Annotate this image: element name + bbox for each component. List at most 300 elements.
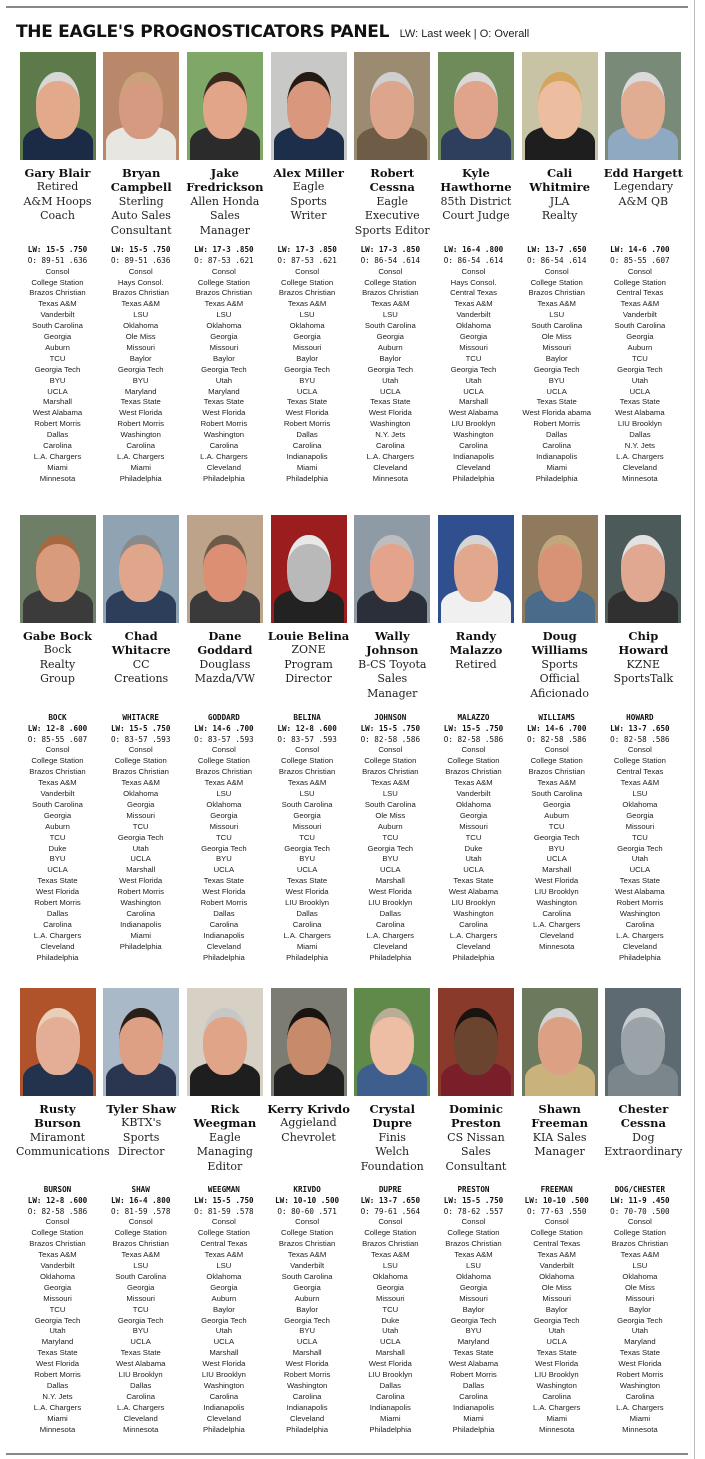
pick-item: Robert Morris [34,1370,81,1380]
pick-item: LSU [382,789,398,799]
last-week-record: LW: 14-6 .700 [526,723,587,733]
pick-item: TCU [132,821,149,831]
pick-item: Robert Morris [34,898,81,908]
pick-item: Dallas [46,430,69,440]
pick-item: Utah [382,375,399,385]
photo-face [287,72,331,139]
pick-item: College Station [613,756,666,766]
panelist-card [434,988,517,1174]
pick-item: Auburn [211,1293,237,1303]
pick-item: UCLA [296,865,318,875]
pick-item: LIU Brooklyn [451,898,496,908]
pick-item: Missouri [459,1293,488,1303]
panelist-card [518,988,601,1174]
overall-record: O: 82-58 .586 [27,1206,88,1216]
pick-item: Missouri [126,342,155,352]
pick-item: Baylor [628,1304,651,1314]
pick-item: Texas State [203,876,244,886]
pick-item: Texas State [287,876,328,886]
pick-item: Texas State [619,397,660,407]
panelist-photo [438,988,514,1096]
pick-item: Carolina [292,919,322,929]
pick-item: Ole Miss [541,332,572,342]
pick-item: College Station [613,1228,666,1238]
pick-item: TCU [631,832,648,842]
last-week-record: LW: 15-5 .750 [27,245,88,254]
pick-item: LSU [133,1261,149,1271]
panelist-picks [266,1185,349,1436]
panelist-picks [16,1185,99,1436]
photo-face [203,535,247,602]
pick-item: Georgia [459,332,488,342]
panelist-affiliation: Executive [364,209,420,223]
pick-item: Marshall [375,876,405,886]
pick-item: Consol [461,745,486,755]
pick-item: Hays Consol. [450,277,497,287]
panelist-affiliation: Director [117,1145,165,1159]
pick-item: Carolina [459,441,488,451]
pick-item: College Station [447,1228,500,1238]
pick-item: Consol [45,745,70,755]
pick-item: Georgia [543,799,571,809]
pick-item: Miami [546,1413,567,1423]
pick-item: Cleveland [123,1413,158,1423]
pick-item: Miami [463,1413,484,1423]
pick-item: N.Y. Jets [375,430,406,440]
pick-item: Washington [619,908,661,918]
photo-face [454,535,498,602]
pick-item: Consol [544,266,569,276]
panelist-code: SHAW [131,1185,150,1194]
pick-item: LSU [632,1261,648,1271]
photo-face [538,1008,582,1075]
pick-item: Utah [215,375,233,385]
pick-item: Texas A&M [454,778,493,788]
pick-item: Auburn [627,342,653,352]
pick-item: Texas A&M [204,1250,244,1260]
panelist-affiliation: Eagle [292,180,325,194]
panelist-affiliation: Dog [632,1130,655,1144]
pick-item: Missouri [375,1293,405,1303]
panelist-card [518,52,601,238]
pick-item: College Station [447,756,500,766]
overall-record: O: 85-55 .607 [27,734,88,744]
overall-record: O: 86-54 .614 [443,255,504,265]
panelist-name: Jake Fredrickson [186,166,264,195]
pick-item: Indianapolis [203,930,245,940]
top-rule [6,6,688,8]
panelist-affiliation: Aficionado [530,686,589,700]
pick-item: Brazos Christian [528,767,585,777]
pick-item: Texas State [453,1348,494,1358]
pick-item: Maryland [124,386,157,396]
pick-item: Miami [296,462,318,472]
pick-item: UCLA [546,386,567,396]
pick-item: Indianapolis [452,452,495,461]
pick-item: Brazos Christian [528,288,585,298]
pick-item: BYU [299,1326,315,1336]
pick-item: Missouri [542,1293,571,1303]
panelist-name: Rick Weegman [193,1102,257,1131]
panelist-code: BELINA [293,713,321,722]
pick-item: South Carolina [531,321,583,331]
pick-item: West Alabama [615,408,665,418]
pick-item: Hays Consol. [117,277,164,287]
panelist-affiliation: Eagle [376,194,409,208]
pick-item: Texas A&M [620,1250,660,1260]
pick-item: Texas A&M [204,778,244,788]
pick-item: Oklahoma [206,1271,242,1281]
pick-item: Minnesota [622,1424,658,1434]
photo-face [36,535,80,602]
pick-item: Cleveland [373,941,408,951]
pick-item: Texas A&M [287,299,327,309]
pick-item: Baylor [462,1304,485,1314]
pick-item: Georgia Tech [617,1315,663,1325]
pick-item: Consol [45,1217,70,1227]
pick-item: College Station [31,756,84,766]
panelist-picks [515,245,598,485]
panelist-card [183,988,266,1174]
panelist-name: Alex Miller [273,166,344,180]
pick-item: Texas A&M [121,778,160,788]
pick-item: Duke [381,1315,400,1325]
last-week-record: LW: 14-6 .700 [194,723,254,733]
pick-item: BYU [299,375,315,385]
header [16,22,529,44]
panelist-picks [16,245,99,485]
pick-item: Consol [378,745,403,755]
pick-item: College Station [530,277,583,287]
panelist-photo [271,988,347,1096]
panelist-name: Kyle Hawthorne [440,166,512,195]
panelist-code: MALAZZO [457,713,490,722]
pick-item: Ole Miss [541,1282,572,1292]
last-week-record: LW: 15-5 .750 [110,245,171,254]
pick-item: College Station [197,1228,250,1238]
pick-item: South Carolina [531,789,583,799]
panelist-affiliation: Realty [39,657,76,671]
pick-item: Oklahoma [289,321,325,331]
overall-record: O: 82-58 .586 [360,734,421,744]
pick-item: Georgia [626,810,654,820]
pick-item: Brazos Christian [112,1239,169,1249]
pick-item: Texas State [37,1348,78,1358]
pick-item: West Florida [618,1359,662,1369]
panelist-code: GODDARD [207,713,240,722]
photo-face [538,535,582,602]
pick-item: Georgia Tech [533,1315,580,1325]
pick-item: Consol [544,745,569,755]
panelist-code: DUPRE [378,1185,402,1194]
pick-item: TCU [465,353,482,363]
pick-item: Georgia Tech [117,832,164,842]
pick-item: Miami [629,1413,651,1423]
overall-record: O: 83-57 .593 [110,734,171,744]
panelist-card [100,52,183,238]
panelist-card [602,52,685,238]
pick-item: L.A. Chargers [616,930,664,940]
pick-item: L.A. Chargers [532,919,581,929]
pick-item: Robert Morris [200,419,248,429]
pick-item: L.A. Chargers [366,930,415,940]
photo-face [287,535,331,602]
pick-item: Auburn [45,342,70,352]
pick-item: UCLA [296,386,318,396]
pick-item: BYU [215,854,232,864]
pick-item: Texas A&M [371,1250,410,1260]
pick-item: Carolina [375,441,405,451]
panelist-affiliation: Retired [36,180,79,194]
pick-item: LIU Brooklyn [617,419,662,429]
panelist-picks [432,245,515,485]
last-week-record: LW: 17-3 .850 [194,245,254,254]
panelist-code: WHITACRE [122,713,159,722]
panelist-affiliation: Program [284,657,333,671]
pick-item: Indianapolis [452,1402,495,1412]
panelist-code: WEEGMAN [207,1185,240,1194]
pick-item: Washington [203,430,245,440]
pick-item: Oklahoma [206,799,242,809]
pick-item: Indianapolis [203,1402,245,1412]
panelist-affiliation: Foundation [360,1159,424,1173]
panelist-picks [349,245,432,485]
panelist-picks [266,713,349,964]
pick-item: Cleveland [622,941,657,951]
pick-item: L.A. Chargers [33,930,82,940]
pick-item: West Alabama [448,1359,499,1369]
panelist-name: Randy Malazzo [449,629,503,658]
panelist-affiliation: Writer [290,209,327,223]
pick-item: Marshall [126,865,156,875]
last-week-record: LW: 13-7 .650 [526,245,587,254]
pick-item: Dallas [213,908,235,918]
pick-item: Cleveland [456,462,491,472]
pick-item: Philadelphia [369,1424,412,1434]
pick-item: L.A. Chargers [33,1402,82,1412]
panelist-code: PRESTON [457,1185,490,1194]
pick-item: L.A. Chargers [532,1402,581,1412]
pick-item: Brazos Christian [445,767,502,777]
photo-face [370,72,414,139]
pick-item: Georgia Tech [450,364,497,374]
panelist-photo [605,515,681,623]
pick-item: Consol [128,266,153,276]
pick-item: Georgia Tech [367,843,414,853]
pick-item: Philadelphia [202,1424,245,1434]
pick-item: Vanderbilt [539,1261,574,1271]
panel-row [16,515,688,962]
panelist-affiliation: Sports Editor [354,223,430,237]
pick-item: LIU Brooklyn [368,1370,413,1380]
panelist-photo [605,988,681,1096]
pick-item: Georgia Tech [367,364,414,374]
pick-item: Texas State [203,397,244,407]
pick-item: College Station [197,756,250,766]
pick-item: Robert Morris [117,419,164,429]
pick-item: Oklahoma [39,1271,76,1281]
pick-item: Maryland [624,1337,656,1347]
last-week-record: LW: 11-9 .450 [610,1195,670,1205]
pick-item: Georgia [210,1282,238,1292]
pick-item: Texas A&M [38,299,77,309]
pick-item: Philadelphia [618,952,661,962]
pick-item: Consol [461,266,486,276]
pick-item: Georgia [626,332,654,342]
pick-item: Washington [536,898,577,908]
pick-item: Oklahoma [622,1271,658,1281]
pick-item: West Alabama [448,887,499,897]
pick-item: Texas A&M [371,778,410,788]
panelist-affiliation: Welch [375,1145,410,1159]
pick-item: Dallas [296,430,318,440]
pick-item: Missouri [126,1293,155,1303]
pick-item: Georgia Tech [201,843,247,853]
last-week-record: LW: 15-5 .750 [360,723,421,733]
panelist-card [16,515,99,701]
pick-item: Indianapolis [286,452,328,461]
pick-item: Dallas [46,908,69,918]
pick-item: College Station [364,756,417,766]
pick-item: Georgia [127,1282,155,1292]
pick-item: Duke [464,843,483,853]
pick-item: Georgia [293,1282,321,1292]
overall-record: O: 78-62 .557 [443,1206,504,1216]
panelist-name: Kerry Krivdo [267,1102,350,1116]
panelist-code: BOCK [48,713,67,722]
panelist-photo [20,52,96,160]
pick-item: Georgia [43,810,72,820]
pick-item: UCLA [546,854,567,864]
pick-item: N.Y. Jets [624,441,655,451]
pick-item: College Station [530,1228,583,1238]
pick-item: Carolina [43,919,72,929]
pick-item: Minnesota [122,1424,159,1434]
pick-item: Consol [627,745,652,755]
pick-item: Texas A&M [537,299,576,309]
pick-item: Consol [211,1217,236,1227]
pick-item: Cleveland [206,941,241,951]
pick-item: Georgia [127,799,155,809]
pick-item: Brazos Christian [112,288,169,298]
panelist-picks [16,713,99,964]
overall-record: O: 87-53 .621 [194,255,254,265]
pick-item: Minnesota [538,1424,575,1434]
panelist-affiliation: KZNE [626,657,661,671]
pick-item: Miami [130,930,151,940]
photo-face [621,535,665,602]
panelist-card [16,988,110,1174]
pick-item: College Station [31,1228,84,1238]
panelist-code: HOWARD [626,713,654,722]
pick-item: College Station [364,1228,417,1238]
pick-item: Dallas [629,430,651,440]
pick-item: UCLA [130,854,151,864]
pick-item: Consol [627,1217,652,1227]
last-week-record: LW: 13-7 .650 [610,723,670,733]
panelist-affiliation: Eagle [209,1130,241,1144]
pick-item: South Carolina [281,1271,333,1281]
pick-item: Auburn [45,821,70,831]
panelist-photo [354,515,430,623]
panelist-picks [349,713,432,964]
last-week-record: LW: 13-7 .650 [360,1195,421,1205]
pick-item: Indianapolis [369,1402,411,1412]
pick-item: LSU [632,789,648,799]
pick-item: UCLA [463,865,484,875]
pick-item: Miami [380,1413,401,1423]
panelist-photo [20,515,96,623]
panelist-photo [103,988,179,1096]
pick-item: Utah [382,1326,399,1336]
pick-item: LIU Brooklyn [285,898,330,908]
pick-item: LIU Brooklyn [534,887,579,897]
panelist-card [183,52,266,238]
pick-item: Georgia Tech [284,843,330,853]
pick-item: BYU [49,854,66,864]
overall-record: O: 83-57 .593 [277,734,337,744]
panelist-card [351,988,434,1174]
pick-item: West Florida [119,876,163,886]
pick-item: West Florida [535,1359,579,1369]
pick-item: Carolina [459,919,488,929]
pick-item: L.A. Chargers [366,452,415,461]
pick-item: Miami [47,1413,68,1423]
panelist-affiliation: JLA [549,194,570,208]
panelist-name: Dominic Preston [448,1102,503,1131]
last-week-record: LW: 16-4 .800 [110,1195,171,1205]
panelist-affiliation: Consultant [445,1159,507,1173]
photo-face [370,535,414,602]
panelist-card [267,52,350,238]
pick-item: Indianapolis [120,919,162,929]
panelist-photo [522,515,598,623]
pick-item: Brazos Christian [195,288,253,298]
pick-item: Washington [619,1380,661,1390]
panelist-name: Bryan Campbell [110,166,172,195]
pick-item: Miami [130,462,151,472]
pick-item: Indianapolis [286,1402,328,1412]
pick-item: Utah [548,1326,565,1336]
pick-item: Robert Morris [616,1370,664,1380]
panelist-name: Chip Howard [618,629,669,658]
pick-item: Marshall [458,397,489,407]
pick-item: West Florida abama [522,408,592,418]
pick-item: Georgia Tech [284,364,330,374]
pick-item: Washington [536,1380,577,1390]
panelist-affiliation: Manager [367,686,418,700]
pick-item: Georgia Tech [284,1315,330,1325]
pick-item: Baylor [379,353,402,363]
pick-item: TCU [49,1304,66,1314]
pick-item: Texas State [453,876,494,886]
pick-item: West Florida [368,1359,412,1369]
pick-item: Washington [120,898,161,908]
overall-record: O: 82-58 .586 [610,734,670,744]
pick-item: Missouri [542,342,571,352]
pick-item: College Station [114,1228,167,1238]
panelist-name: Rusty Burson [34,1102,81,1131]
pick-item: Dallas [130,1380,152,1390]
pick-item: Georgia Tech [617,843,663,853]
panelist-card [602,988,685,1174]
pick-item: Vanderbilt [456,789,491,799]
pick-item: Missouri [459,342,488,352]
pick-item: Maryland [457,1337,490,1347]
panelist-picks [182,1185,265,1436]
pick-item: Ole Miss [375,810,406,820]
pick-item: LIU Brooklyn [368,898,413,908]
